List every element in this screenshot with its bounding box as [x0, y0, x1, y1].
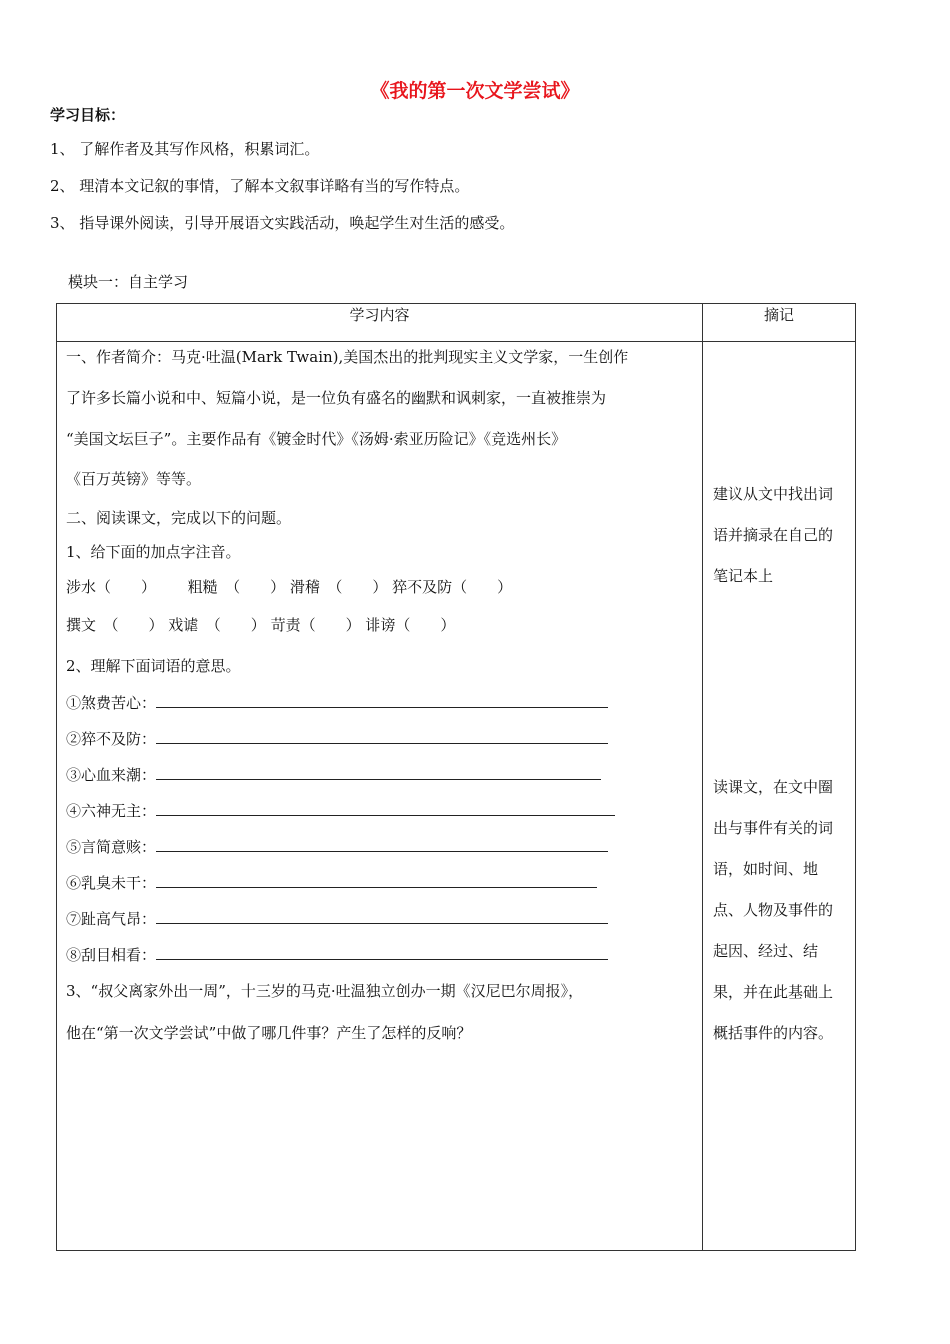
- answer-blank[interactable]: [156, 873, 597, 888]
- pinyin-item: 滑稽 （ ）: [289, 578, 388, 596]
- note-line: 点、人物及事件的: [713, 901, 834, 919]
- objective-3: 3、 指导课外阅读，引导开展语文实践活动，唤起学生对生活的感受。: [50, 214, 515, 232]
- note-line: 语并摘录在自己的: [713, 526, 834, 544]
- pinyin-item: 猝不及防（ ）: [392, 578, 513, 596]
- section-2-heading: 二、阅读课文，完成以下的问题。: [66, 509, 292, 527]
- answer-blank[interactable]: [156, 909, 608, 924]
- answer-blank[interactable]: [156, 765, 601, 780]
- content-column-header: 学习内容: [57, 304, 703, 342]
- term-line: [66, 728, 694, 749]
- term-line: [66, 800, 694, 821]
- term-label: ⑧刮目相看：: [66, 946, 157, 964]
- author-intro-line-3: “美国文坛巨子”。主要作品有《镀金时代》《汤姆·索亚历险记》《竞选州长》: [66, 430, 567, 448]
- term-label: ④六神无主：: [66, 802, 157, 820]
- term-label: ⑤言简意赅：: [66, 838, 157, 856]
- term-line: [66, 908, 694, 929]
- answer-blank[interactable]: [156, 729, 608, 744]
- note-line: 笔记本上: [713, 567, 774, 585]
- question-2: 2、理解下面词语的意思。: [66, 657, 241, 675]
- note-block-1: [713, 474, 849, 597]
- note-line: 概括事件的内容。: [713, 1024, 834, 1042]
- author-intro-line-1: 一、作者简介：马克·吐温(Mark Twain),美国杰出的批判现实主义文学家，一生创作: [66, 348, 629, 366]
- note-line: 起因、经过、结: [713, 942, 819, 960]
- content-cell: [57, 342, 703, 1251]
- objective-1: 1、 了解作者及其写作风格，积累词汇。: [50, 140, 320, 158]
- note-line: 果，并在此基础上: [713, 983, 834, 1001]
- answer-blank[interactable]: [156, 945, 608, 960]
- note-line: 出与事件有关的词: [713, 819, 834, 837]
- term-label: ③心血来潮：: [66, 766, 157, 784]
- pinyin-item: 诽谤（ ）: [365, 616, 456, 634]
- module-heading: 模块一：自主学习: [68, 273, 189, 291]
- pinyin-item: 涉水（ ）: [66, 578, 157, 596]
- objectives-heading: 学习目标：: [50, 106, 126, 124]
- author-intro-line-4: 《百万英镑》等等。: [66, 470, 202, 488]
- pinyin-item: 苛责（ ）: [270, 616, 361, 634]
- term-line: [66, 692, 694, 713]
- term-label: ②猝不及防：: [66, 730, 157, 748]
- objective-2: 2、 理清本文记叙的事情，了解本文叙事详略有当的写作特点。: [50, 177, 470, 195]
- note-line: 读课文，在文中圈: [713, 778, 834, 796]
- pinyin-row-2: [66, 614, 694, 635]
- term-line: [66, 944, 694, 965]
- document-title: 《我的第一次文学尝试》: [370, 80, 580, 102]
- term-line: [66, 764, 694, 785]
- term-label: ⑦趾高气昂：: [66, 910, 157, 928]
- note-block-2: [713, 767, 849, 1054]
- question-1: 1、给下面的加点字注音。: [66, 543, 241, 561]
- pinyin-item: 粗糙 （ ）: [187, 578, 286, 596]
- pinyin-item: 撰文 （ ）: [66, 616, 164, 634]
- author-intro-line-2: 了许多长篇小说和中、短篇小说，是一位负有盛名的幽默和讽刺家，一直被推崇为: [66, 389, 607, 407]
- note-line: 语，如时间、地: [713, 860, 819, 878]
- notes-cell: [703, 342, 856, 1251]
- study-table: [56, 303, 856, 1251]
- term-label: ①煞费苦心：: [66, 694, 157, 712]
- term-label: ⑥乳臭未干：: [66, 874, 157, 892]
- question-3-line-2: 他在“第一次文学尝试”中做了哪几件事？产生了怎样的反响？: [66, 1024, 472, 1042]
- pinyin-row-1: [66, 576, 694, 597]
- answer-blank[interactable]: [156, 693, 608, 708]
- term-line: [66, 872, 694, 893]
- note-line: 建议从文中找出词: [713, 485, 834, 503]
- pinyin-item: 戏谑 （ ）: [168, 616, 266, 634]
- question-3-line-1: 3、“叔父离家外出一周”，十三岁的马克·吐温独立创办一期《汉尼巴尔周报》，: [66, 982, 584, 1000]
- term-line: [66, 836, 694, 857]
- notes-column-header: 摘记: [703, 304, 856, 342]
- answer-blank[interactable]: [156, 801, 615, 816]
- answer-blank[interactable]: [156, 837, 608, 852]
